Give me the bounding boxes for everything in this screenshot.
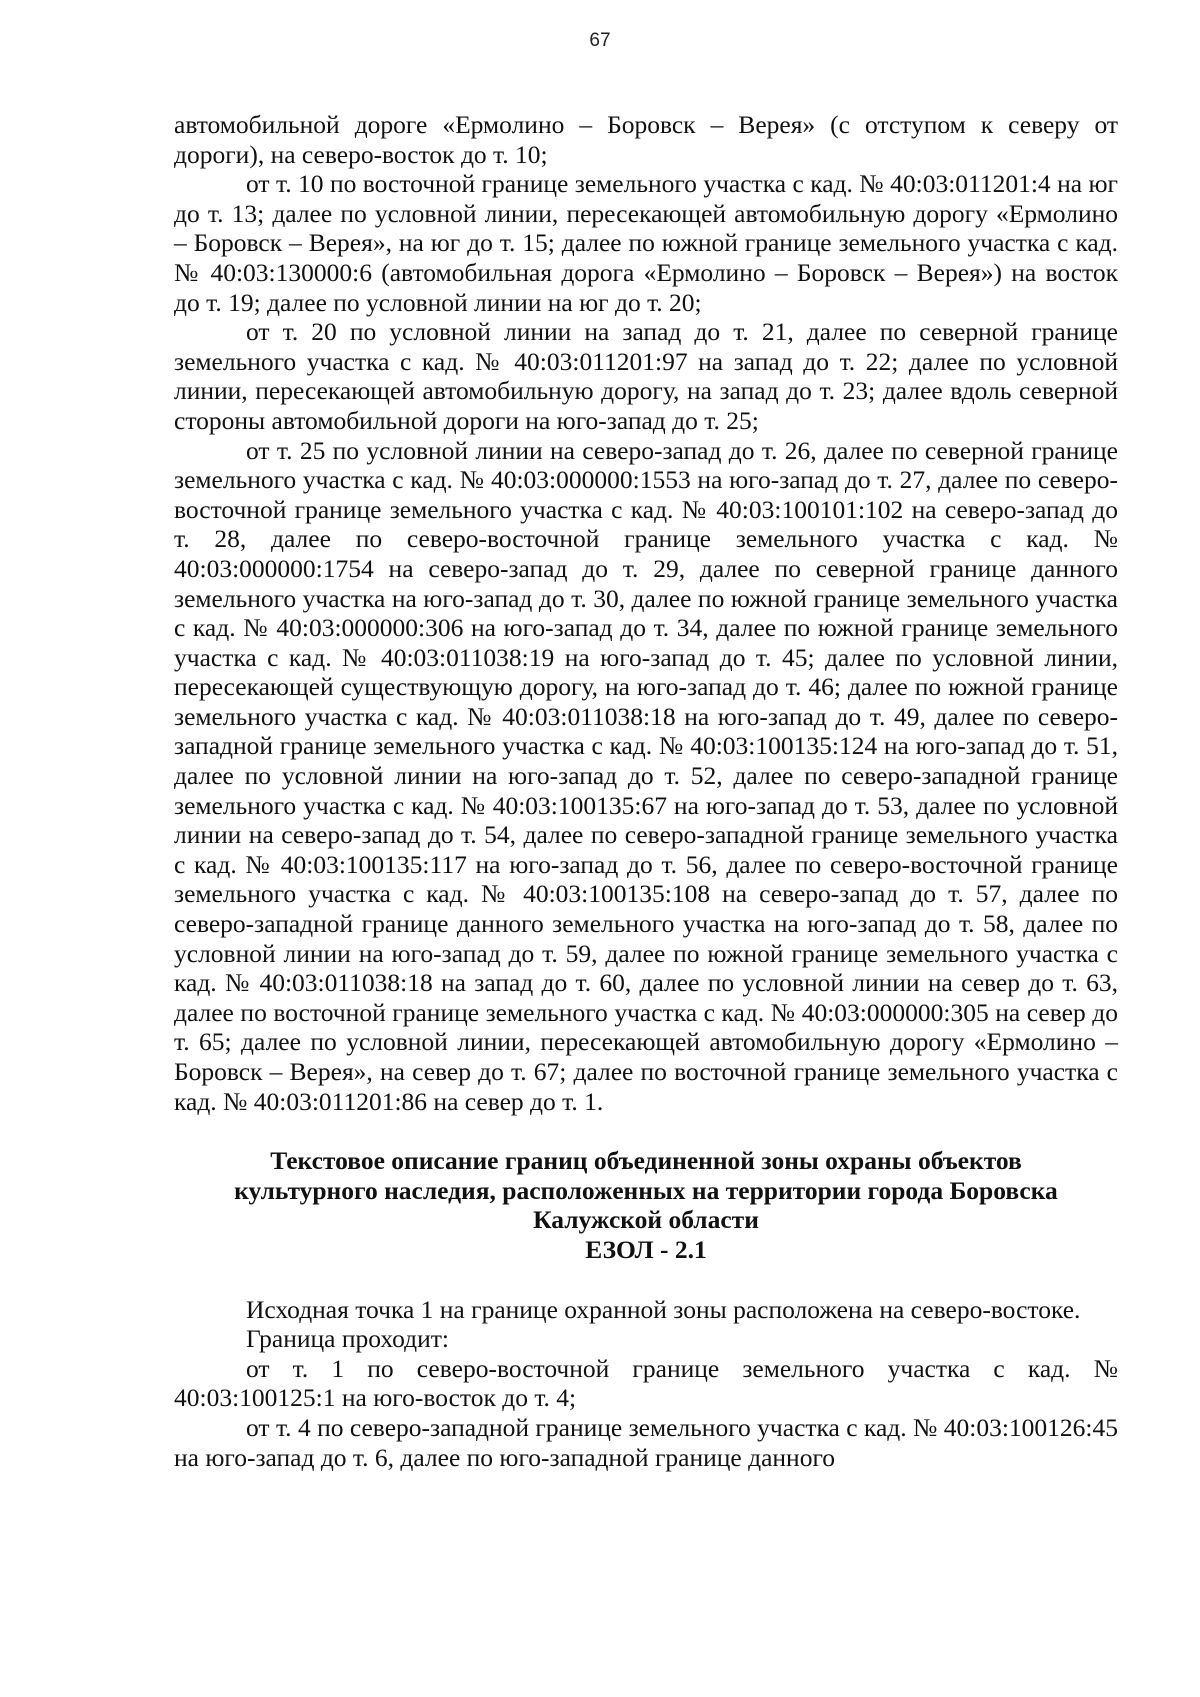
body-paragraph: автомобильной дороге «Ермолино – Боровск – Верея» (с отступом к северу от дороги), на северо-восток до т. 10;	[174, 110, 1118, 169]
section-paragraph: от т. 4 по северо-западной границе земельного участка с кад. № 40:03:100126:45 на юго-запад до т. 6, далее по юго-западной границе данного	[174, 1412, 1118, 1472]
page-number: 67	[589, 30, 611, 51]
section-paragraph: Граница проходит:	[246, 1324, 449, 1354]
section-heading	[174, 1146, 1118, 1264]
heading-line: Текстовое описание границ объединенной зоны охраны объектов	[270, 1146, 1022, 1176]
document-body	[174, 110, 1118, 1472]
heading-line: ЕЗОЛ - 2.1	[585, 1234, 707, 1264]
heading-line: культурного наследия, расположенных на территории города Боровска	[234, 1175, 1058, 1205]
body-paragraph: от т. 25 по условной линии на северо-запад до т. 26, далее по северной границе земельного участка с кад. № 40:03:000000:1553 на юго-запад до т. 27, далее по северо-восточной границе земельного участка с кад. № 40:03:100101:102 на северо-запад до т. 28, далее по северо-восточной границе земельного участка с кад. № 40:03:000000:1754 на северо-запад до т. 29, далее по северной границе данного земельного участка на юго-запад до т. 30, далее по южной границе земельного участка с кад. № 40:03:000000:306 на юго-запад до т. 34, далее по южной границе земельного участка с кад. № 40:03:011038:19 на юго-запад до т. 45; далее по условной линии, пересекающей существующую дорогу, на юго-запад до т. 46; далее по южной границе земельного участка с кад. № 40:03:011038:18 на юго-запад до т. 49, далее по северо-западной границе земельного участка с кад. № 40:03:100135:124 на юго-запад до т. 51, далее по условной линии на юго-запад до т. 52, далее по северо-западной границе земельного участка с кад. № 40:03:100135:67 на юго-запад до т. 53, далее по условной линии на северо-запад до т. 54, далее по северо-западной границе земельного участка с кад. № 40:03:100135:117 на юго-запад до т. 56, далее по северо-восточной границе земельного участка с кад. № 40:03:100135:108 на северо-запад до т. 57, далее по северо-западной границе данного земельного участка на юго-запад до т. 58, далее по условной линии на юго-запад до т. 59, далее по южной границе земельного участка с кад. № 40:03:011038:18 на запад до т. 60, далее по условной линии на север до т. 63, далее по восточной границе земельного участка с кад. № 40:03:000000:305 на север до т. 65; далее по условной линии, пересекающей автомобильную дорогу «Ермолино – Боровск – Верея», на север до т. 67; далее по восточной границе земельного участка с кад. № 40:03:011201:86 на север до т. 1.	[174, 435, 1118, 1116]
heading-line: Калужской области	[533, 1205, 759, 1235]
body-paragraph: от т. 20 по условной линии на запад до т. 21, далее по северной границе земельного участка с кад. № 40:03:011201:97 на запад до т. 22; далее по условной линии, пересекающей автомобильную дорогу, на запад до т. 23; далее вдоль северной стороны автомобильной дороги на юго-запад до т. 25;	[174, 317, 1118, 435]
body-paragraph: от т. 10 по восточной границе земельного участка с кад. № 40:03:011201:4 на юг до т. 13; далее по условной линии, пересекающей автомобильную дорогу «Ермолино – Боровск – Верея», на юг до т. 15; далее по южной границе земельного участка с кад. № 40:03:130000:6 (автомобильная дорога «Ермолино – Боровск – Верея») на восток до т. 19; далее по условной линии на юг до т. 20;	[174, 169, 1118, 317]
section-paragraph: от т. 1 по северо-восточной границе земельного участка с кад. № 40:03:100125:1 на юго-восток до т. 4;	[174, 1353, 1118, 1413]
section-paragraph: Исходная точка 1 на границе охранной зоны расположена на северо-востоке.	[246, 1294, 1081, 1324]
